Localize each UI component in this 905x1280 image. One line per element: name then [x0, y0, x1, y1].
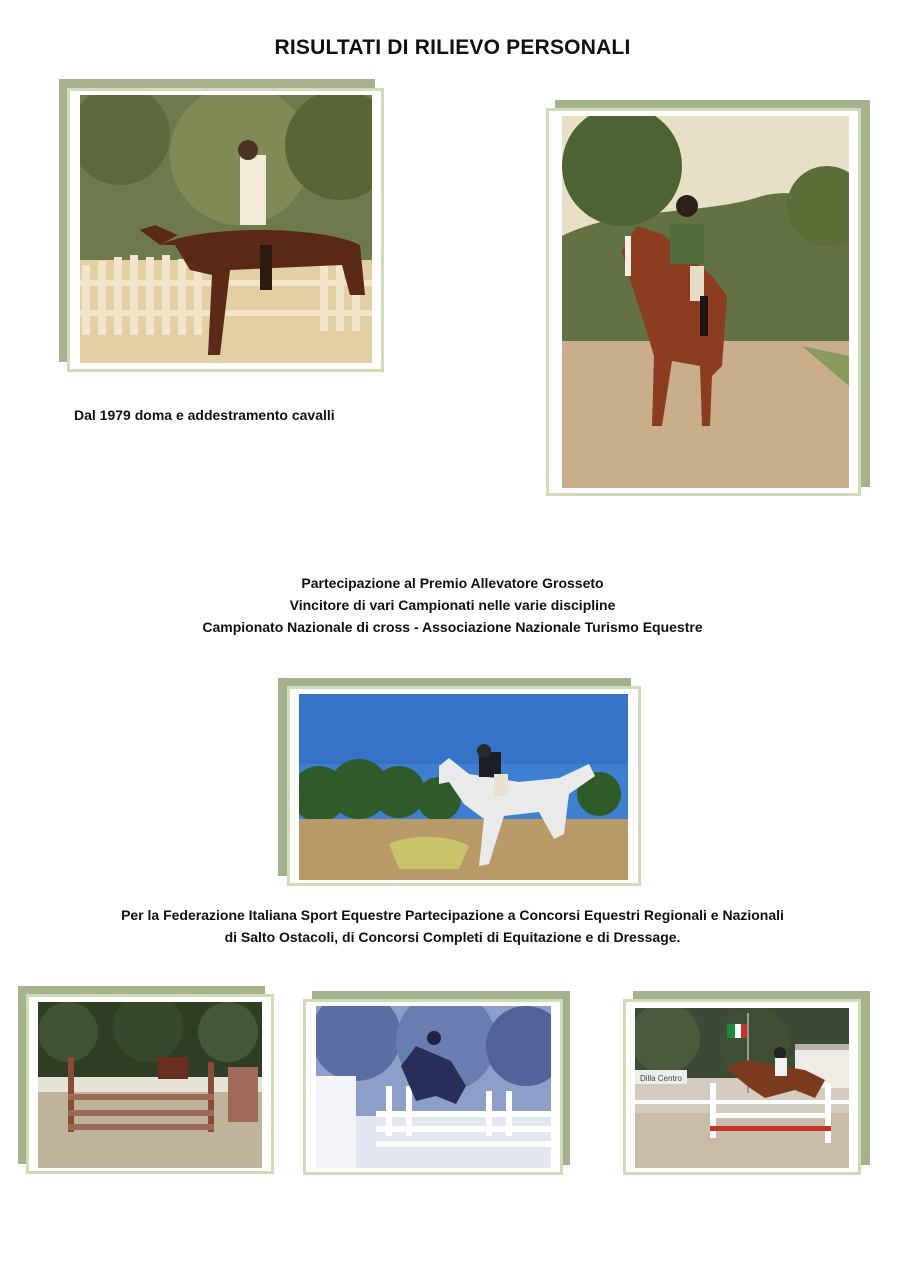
caption-premio-line2: Vincitore di vari Campionati nelle varie discipline	[289, 597, 616, 613]
page-title: RISULTATI DI RILIEVO PERSONALI	[274, 36, 631, 59]
caption-premio-line1: Partecipazione al Premio Allevatore Grosseto	[301, 575, 604, 591]
caption-fise-block	[0, 904, 905, 948]
caption-fise-line1: Per la Federazione Italiana Sport Equestre Partecipazione a Concorsi Equestri Regionali e Nazionali	[121, 907, 784, 923]
caption-premio-line3: Campionato Nazionale di cross - Associazione Nazionale Turismo Equestre	[202, 619, 703, 635]
caption-fise-line2: di Salto Ostacoli, di Concorsi Completi di Equitazione e di Dressage.	[224, 929, 681, 945]
caption-premio-block	[0, 572, 905, 638]
caption-doma: Dal 1979 doma e addestramento cavalli	[74, 407, 335, 423]
sign-text: Dilla Centro	[640, 1074, 682, 1083]
